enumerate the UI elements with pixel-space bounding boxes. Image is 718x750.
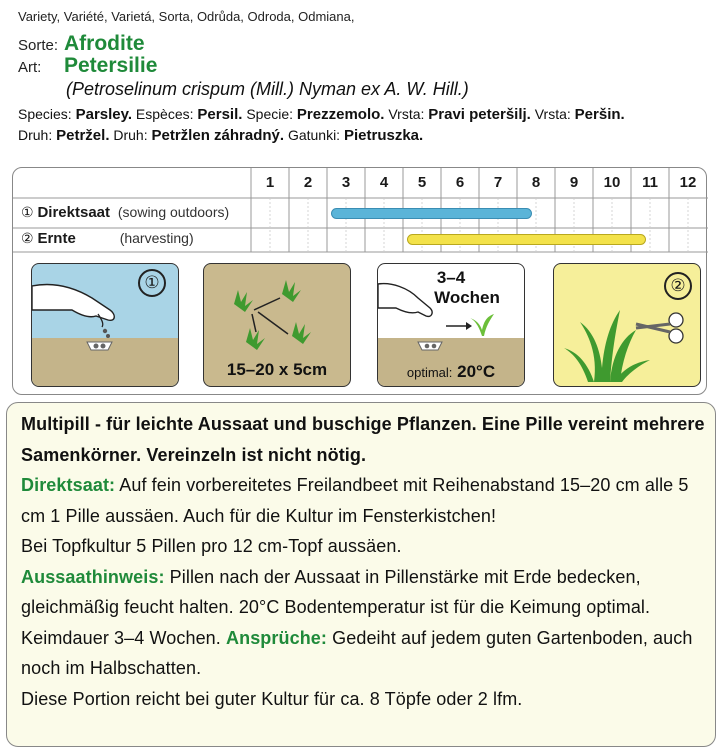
seed-packet-header bbox=[18, 8, 708, 146]
activity-translation: (sowing outdoors) bbox=[117, 204, 230, 220]
species-name: Petersilie bbox=[64, 54, 158, 77]
topfkultur-paragraph: Bei Topfkultur 5 Pillen pro 12 cm-Topf aussäen. bbox=[21, 536, 402, 556]
month-label: 4 bbox=[379, 174, 389, 191]
harvest-illustration-panel bbox=[553, 263, 701, 387]
anspruche-text: Gedeiht auf jedem guten Gartenboden, auch noch im Halbschatten. bbox=[21, 627, 693, 678]
optimal-temperature bbox=[378, 362, 524, 382]
germination-weeks-label: Wochen bbox=[434, 288, 500, 307]
species-label: Vrsta: bbox=[388, 106, 425, 122]
activity-row-direktsaat bbox=[21, 204, 229, 221]
month-label: 3 bbox=[341, 174, 351, 191]
species-value: Prezzemolo. bbox=[296, 106, 385, 123]
species-value: Peršin. bbox=[574, 106, 625, 123]
species-translations bbox=[18, 104, 708, 146]
instructions-box bbox=[6, 402, 716, 747]
row-number: ② bbox=[21, 230, 34, 246]
species-value: Petržel. bbox=[56, 127, 110, 144]
sorte-row bbox=[18, 32, 708, 56]
germination-weeks: 3–4 bbox=[436, 268, 466, 287]
aussaathinweis-label: Aussaathinweis: bbox=[21, 566, 165, 587]
spacing-label: 15–20 x 5cm bbox=[226, 360, 328, 379]
month-label: 10 bbox=[603, 174, 621, 191]
direktsaat-paragraph bbox=[21, 470, 705, 531]
species-value: Petržlen záhradný. bbox=[151, 127, 285, 144]
variety-languages-line: Variety, Variété, Varietá, Sorta, Odrůda, Odroda, Odmiana, bbox=[18, 9, 355, 24]
species-label: Druh: bbox=[18, 127, 53, 143]
species-value: Pravi peteršilj. bbox=[428, 106, 531, 123]
activity-translation: (harvesting) bbox=[119, 230, 194, 246]
harvest-period-bar bbox=[407, 234, 646, 245]
species-label: Druh: bbox=[113, 127, 148, 143]
latin-name: (Petroselinum crispum (Mill.) Nyman ex A. W. Hill.) bbox=[66, 79, 469, 99]
activity-name: Direktsaat bbox=[37, 204, 110, 221]
species-label: Espèces: bbox=[135, 106, 194, 122]
sorte-label: Sorte: bbox=[18, 37, 59, 54]
step-two-badge: ② bbox=[664, 272, 692, 300]
variety-name: Afrodite bbox=[64, 32, 145, 55]
species-label: Vrsta: bbox=[534, 106, 571, 122]
species-label: Specie: bbox=[246, 106, 294, 122]
species-value: Persil. bbox=[197, 106, 243, 123]
month-label: 8 bbox=[531, 174, 541, 191]
sowing-period-bar bbox=[331, 208, 532, 219]
temperature-value: 20°C bbox=[457, 362, 496, 381]
row-number: ① bbox=[21, 204, 34, 220]
month-label: 5 bbox=[417, 174, 427, 191]
art-row bbox=[18, 54, 708, 78]
spacing-illustration-panel bbox=[203, 263, 351, 387]
month-label: 11 bbox=[642, 174, 658, 191]
direktsaat-text: Auf fein vorbereitetes Freilandbeet mit Reihenabstand 15–20 cm alle 5 cm 1 Pille aussäen. Auch für die Kultur im Fensterkistchen! bbox=[21, 475, 689, 526]
activity-name: Ernte bbox=[37, 230, 76, 247]
aussaathinweis-text: Pillen nach der Aussaat in Pillenstärke mit Erde bedecken, gleichmäßig feucht halten. 20°C Bodentemperatur ist für die Keimung optimal. Keimdauer 3–4 Wochen. bbox=[21, 566, 651, 648]
species-label: Species: bbox=[18, 106, 72, 122]
portion-paragraph: Diese Portion reicht bei guter Kultur für ca. 8 Töpfe oder 2 lfm. bbox=[21, 688, 523, 709]
month-label: 12 bbox=[679, 174, 697, 191]
species-value: Parsley. bbox=[75, 106, 133, 123]
month-label: 9 bbox=[569, 174, 579, 191]
aussaathinweis-paragraph bbox=[21, 562, 705, 684]
multipill-intro: Multipill - für leichte Aussaat und buschige Pflanzen. Eine Pille vereint mehrere Samenkörner. Vereinzeln ist nicht nötig. bbox=[21, 414, 705, 465]
activity-row-ernte bbox=[21, 230, 194, 247]
species-label: Gatunki: bbox=[287, 127, 341, 143]
art-label: Art: bbox=[18, 59, 42, 76]
month-label: 1 bbox=[265, 174, 275, 191]
step-one-badge: ① bbox=[138, 269, 166, 297]
germination-illustration-panel bbox=[377, 263, 525, 387]
sowing-calendar bbox=[12, 167, 707, 395]
month-label: 2 bbox=[303, 174, 313, 191]
sowing-illustration-panel bbox=[31, 263, 179, 387]
direktsaat-label: Direktsaat: bbox=[21, 475, 116, 495]
anspruche-label: Ansprüche: bbox=[226, 627, 328, 648]
species-value: Pietruszka. bbox=[343, 127, 424, 144]
optimal-label: optimal: bbox=[406, 365, 453, 380]
month-label: 6 bbox=[455, 174, 465, 191]
month-label: 7 bbox=[493, 174, 503, 191]
